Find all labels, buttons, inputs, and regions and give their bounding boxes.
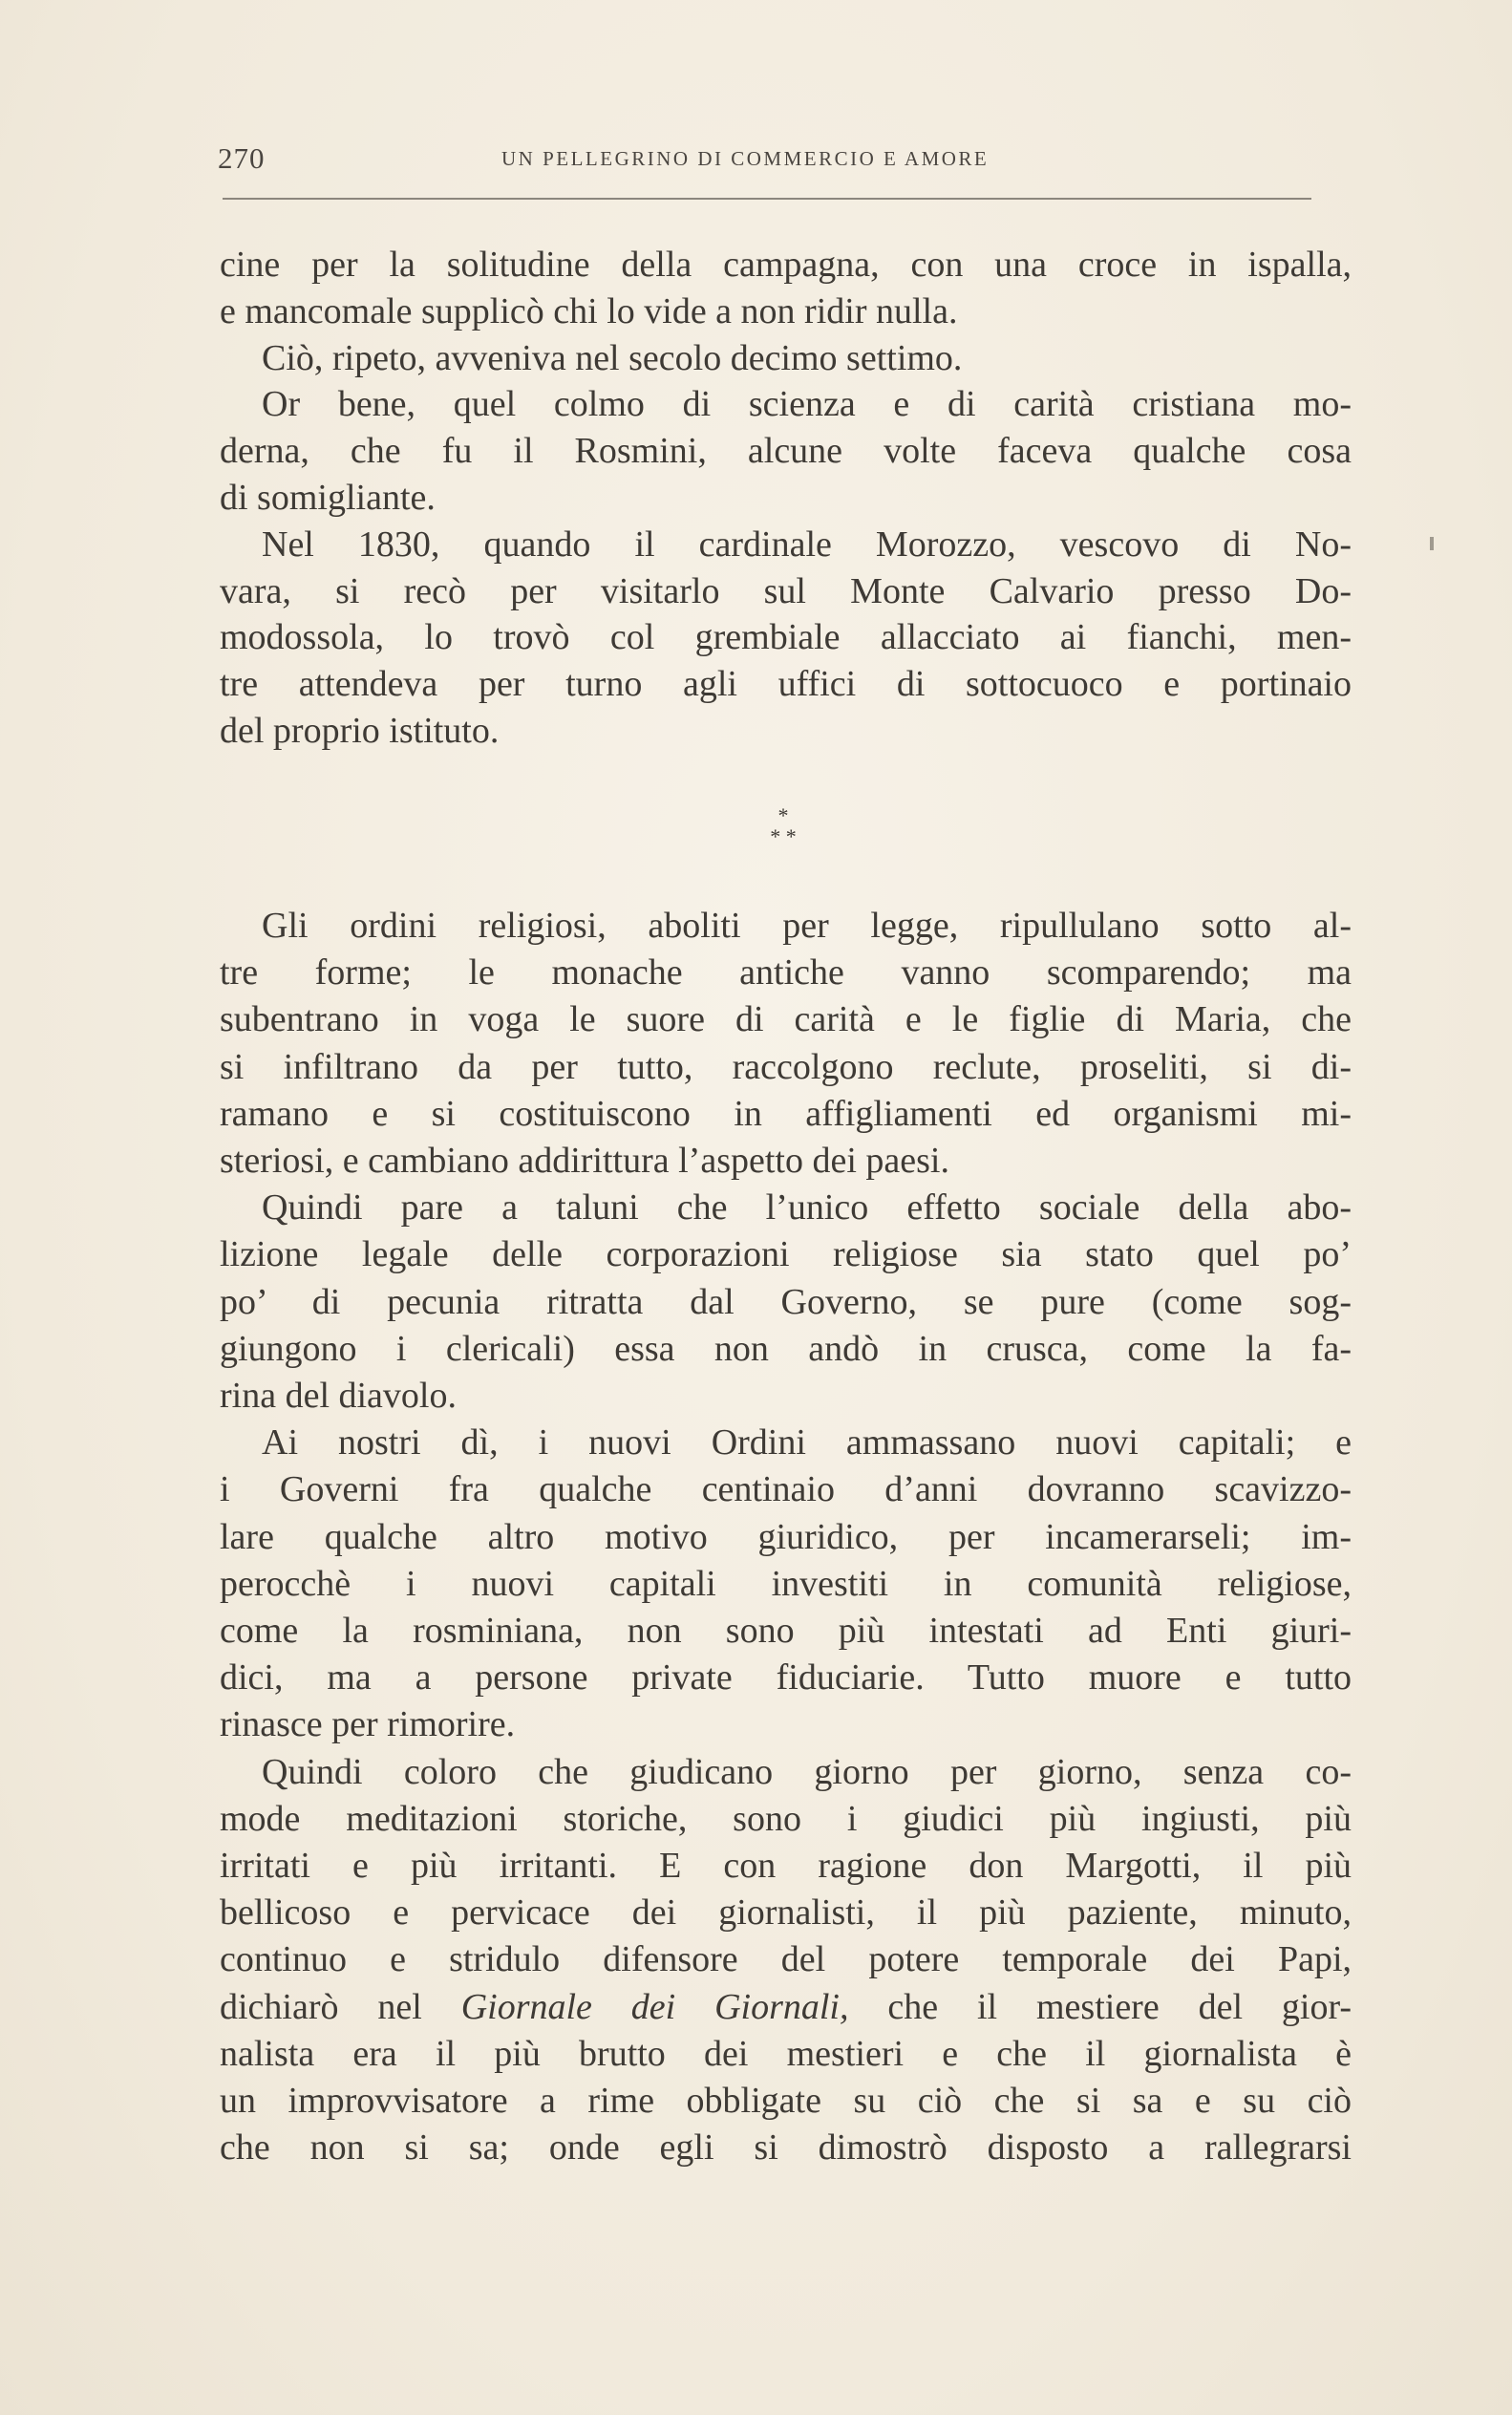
text-fragment: dichiarò nel	[220, 1986, 461, 2027]
text-section-2	[220, 903, 1352, 2171]
text-line: bellicoso e pervicace dei giornalisti, il più paziente, minuto,	[220, 1892, 1352, 1934]
text-line: Nel 1830, quando il cardinale Morozzo, vescovo di No-	[262, 524, 1352, 565]
text-line: Ciò, ripeto, avveniva nel secolo decimo settimo.	[262, 337, 963, 378]
text-line: del proprio istituto.	[220, 710, 500, 751]
text-line: vara, si recò per visitarlo sul Monte Calvario presso Do-	[220, 570, 1352, 611]
text-line: si infiltrano da per tutto, raccolgono reclute, proseliti, si di-	[220, 1046, 1352, 1087]
text-line: ramano e si costituiscono in affigliamenti ed organismi mi-	[220, 1093, 1352, 1134]
text-line: nalista era il più brutto dei mestieri e che il giornalista è	[220, 2033, 1352, 2074]
text-line: derna, che fu il Rosmini, alcune volte faceva qualche cosa	[220, 431, 1352, 472]
text-line: giungono i clericali) essa non andò in crusca, come la fa-	[220, 1328, 1352, 1369]
text-line: e mancomale supplicò chi lo vide a non ridir nulla.	[220, 290, 958, 331]
text-line: lare qualche altro motivo giuridico, per incamerarseli; im-	[220, 1516, 1352, 1557]
text-line: lizione legale delle corporazioni religiose sia stato quel po’	[220, 1234, 1352, 1275]
page-header	[218, 141, 1354, 180]
header-rule	[223, 198, 1311, 200]
text-line: irritati e più irritanti. E con ragione don Margotti, il più	[220, 1846, 1352, 1887]
asterism-top: *	[777, 803, 789, 827]
text-line: Gli ordini religiosi, aboliti per legge, ripullulano sotto al-	[262, 906, 1352, 946]
text-line: che non si sa; onde egli si dimostrò disposto a rallegrarsi	[220, 2127, 1352, 2169]
text-line: dici, ma a persone private fiduciarie. Tutto muore e tutto	[220, 1657, 1352, 1699]
text-line: modossola, lo trovò col grembiale allacciato ai fianchi, men-	[220, 617, 1352, 658]
asterism-divider	[0, 805, 1512, 847]
running-title: UN PELLEGRINO DI COMMERCIO E AMORE	[501, 147, 990, 170]
text-fragment: che il mestiere del gior-	[848, 1986, 1352, 2027]
text-line: come la rosminiana, non sono più intestati ad Enti giuri-	[220, 1611, 1352, 1652]
text-line: tre attendeva per turno agli uffici di sottocuoco e portinaio	[220, 664, 1352, 705]
text-line: Quindi coloro che giudicano giorno per giorno, senza co-	[262, 1751, 1352, 1792]
text-line: rinasce per rimorire.	[220, 1704, 516, 1745]
text-line: subentrano in voga le suore di carità e le figlie di Maria, che	[220, 999, 1352, 1040]
text-line: mode meditazioni storiche, sono i giudici più ingiusti, più	[220, 1798, 1352, 1839]
text-line: tre forme; le monache antiche vanno scomparendo; ma	[220, 952, 1352, 994]
text-line: un improvvisatore a rime obbligate su ciò che si sa e su ciò	[220, 2081, 1352, 2122]
text-line: Quindi pare a taluni che l’unico effetto sociale della abo-	[262, 1187, 1352, 1229]
text-line: rina del diavolo.	[220, 1376, 457, 1417]
text-line: cine per la solitudine della campagna, con una croce in ispalla,	[220, 245, 1352, 285]
margin-mark	[1430, 537, 1434, 550]
text-line: Ai nostri dì, i nuovi Ordini ammassano nuovi capitali; e	[262, 1422, 1352, 1464]
text-line: perocchè i nuovi capitali investiti in comunità religiose,	[220, 1563, 1352, 1604]
text-line: continuo e stridulo difensore del potere temporale dei Papi,	[220, 1939, 1352, 1980]
text-line	[220, 1984, 1352, 2031]
italic-title: Giornale dei Giornali,	[460, 1986, 849, 2027]
text-line: po’ di pecunia ritratta dal Governo, se pure (come sog-	[220, 1281, 1352, 1322]
text-line: i Governi fra qualche centinaio d’anni dovranno scavizzo-	[220, 1469, 1352, 1510]
text-section-1	[220, 242, 1352, 755]
asterism-bottom: * *	[770, 824, 797, 848]
text-line: di somigliante.	[220, 477, 436, 518]
page-number: 270	[218, 141, 266, 175]
text-line: Or bene, quel colmo di scienza e di carità cristiana mo-	[262, 384, 1352, 425]
text-line: steriosi, e cambiano addirittura l’aspetto dei paesi.	[220, 1141, 949, 1182]
